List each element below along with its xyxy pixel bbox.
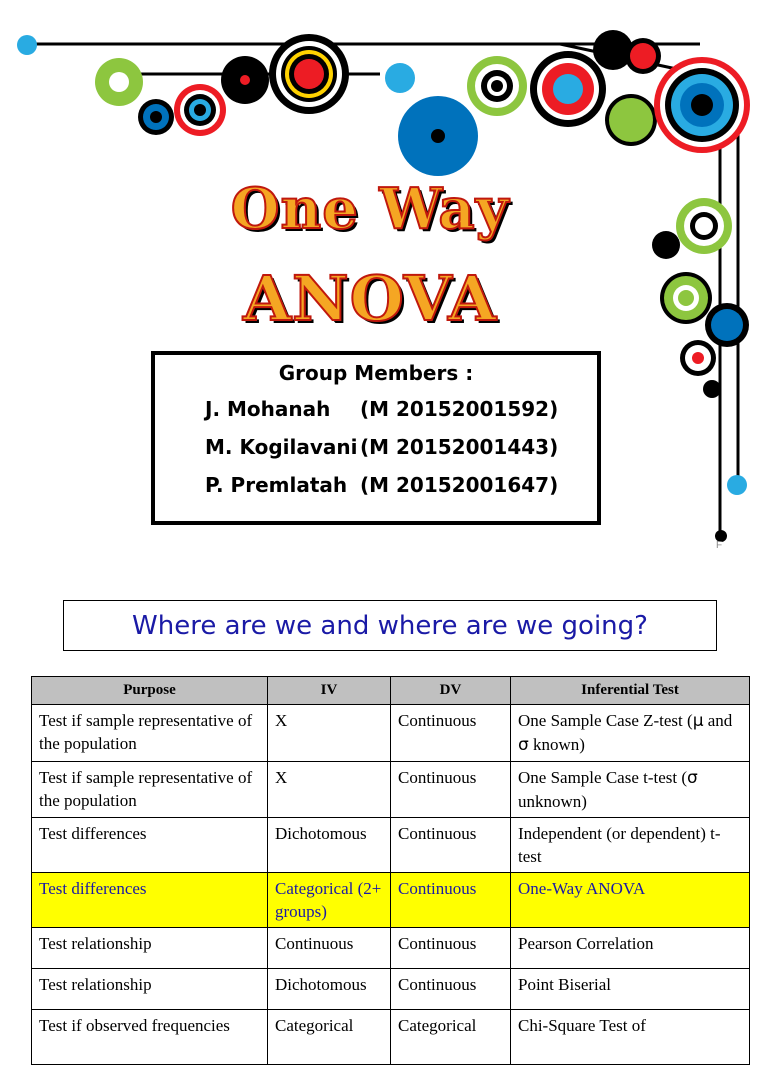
table-header-row bbox=[32, 677, 750, 705]
table-row bbox=[32, 1010, 750, 1065]
mu-symbol: μ bbox=[692, 711, 704, 731]
cell-dv: Categorical bbox=[391, 1010, 511, 1065]
cell-purpose: Test differences bbox=[32, 818, 268, 873]
cell-purpose: Test if observed frequencies bbox=[32, 1010, 268, 1065]
cell-test: Chi-Square Test of bbox=[511, 1010, 750, 1065]
member-id: (M 20152001592) bbox=[360, 397, 559, 421]
cell-purpose: Test if sample representative of the population bbox=[32, 762, 268, 818]
header-purpose: Purpose bbox=[32, 677, 268, 705]
sigma-symbol: σ bbox=[687, 768, 698, 788]
group-members-box bbox=[151, 351, 601, 525]
member-name: P. Premlatah bbox=[205, 473, 348, 497]
cell-test: Independent (or dependent) t-test bbox=[511, 818, 750, 873]
table-row bbox=[32, 928, 750, 969]
cell-dv: Continuous bbox=[391, 818, 511, 873]
cell-test: One Sample Case Z-test (μ and σ known) bbox=[511, 705, 750, 762]
cell-iv: Dichotomous bbox=[268, 969, 391, 1010]
cell-dv: Continuous bbox=[391, 762, 511, 818]
cell-dv: Continuous bbox=[391, 705, 511, 762]
table-row bbox=[32, 969, 750, 1010]
member-name: J. Mohanah bbox=[205, 397, 331, 421]
members-heading: Group Members : bbox=[278, 361, 474, 385]
member-id: (M 20152001647) bbox=[360, 473, 559, 497]
member-id: (M 20152001443) bbox=[360, 435, 559, 459]
cell-dv: Continuous bbox=[391, 969, 511, 1010]
cell-test: One-Way ANOVA bbox=[511, 873, 750, 928]
cell-iv: X bbox=[268, 762, 391, 818]
title-line-1: One Way bbox=[230, 176, 510, 242]
cell-test: Point Biserial bbox=[511, 969, 750, 1010]
cell-test: Pearson Correlation bbox=[511, 928, 750, 969]
cell-test: One Sample Case t-test (σ unknown) bbox=[511, 762, 750, 818]
table-row bbox=[32, 818, 750, 873]
cell-purpose: Test differences bbox=[32, 873, 268, 928]
cell-iv: X bbox=[268, 705, 391, 762]
title-line-2: ANOVA bbox=[242, 262, 498, 335]
cell-iv: Categorical bbox=[268, 1010, 391, 1065]
question-heading: Where are we and where are we going? bbox=[132, 610, 648, 641]
header-dv: DV bbox=[391, 677, 511, 705]
cell-purpose: Test relationship bbox=[32, 928, 268, 969]
cell-iv: Dichotomous bbox=[268, 818, 391, 873]
header-iv: IV bbox=[268, 677, 391, 705]
member-name: M. Kogilavani bbox=[205, 435, 358, 459]
table-row bbox=[32, 705, 750, 762]
inferential-test-table bbox=[31, 676, 750, 1065]
footer-mark: F bbox=[716, 540, 723, 551]
table-row bbox=[32, 762, 750, 818]
header-inferential-test: Inferential Test bbox=[511, 677, 750, 705]
cell-iv: Continuous bbox=[268, 928, 391, 969]
cell-purpose: Test if sample representative of the population bbox=[32, 705, 268, 762]
cell-dv: Continuous bbox=[391, 928, 511, 969]
cell-purpose: Test relationship bbox=[32, 969, 268, 1010]
cell-iv: Categorical (2+ groups) bbox=[268, 873, 391, 928]
cell-dv: Continuous bbox=[391, 873, 511, 928]
table-row-highlighted bbox=[32, 873, 750, 928]
question-box bbox=[63, 600, 717, 651]
sigma-symbol: σ bbox=[518, 735, 529, 755]
